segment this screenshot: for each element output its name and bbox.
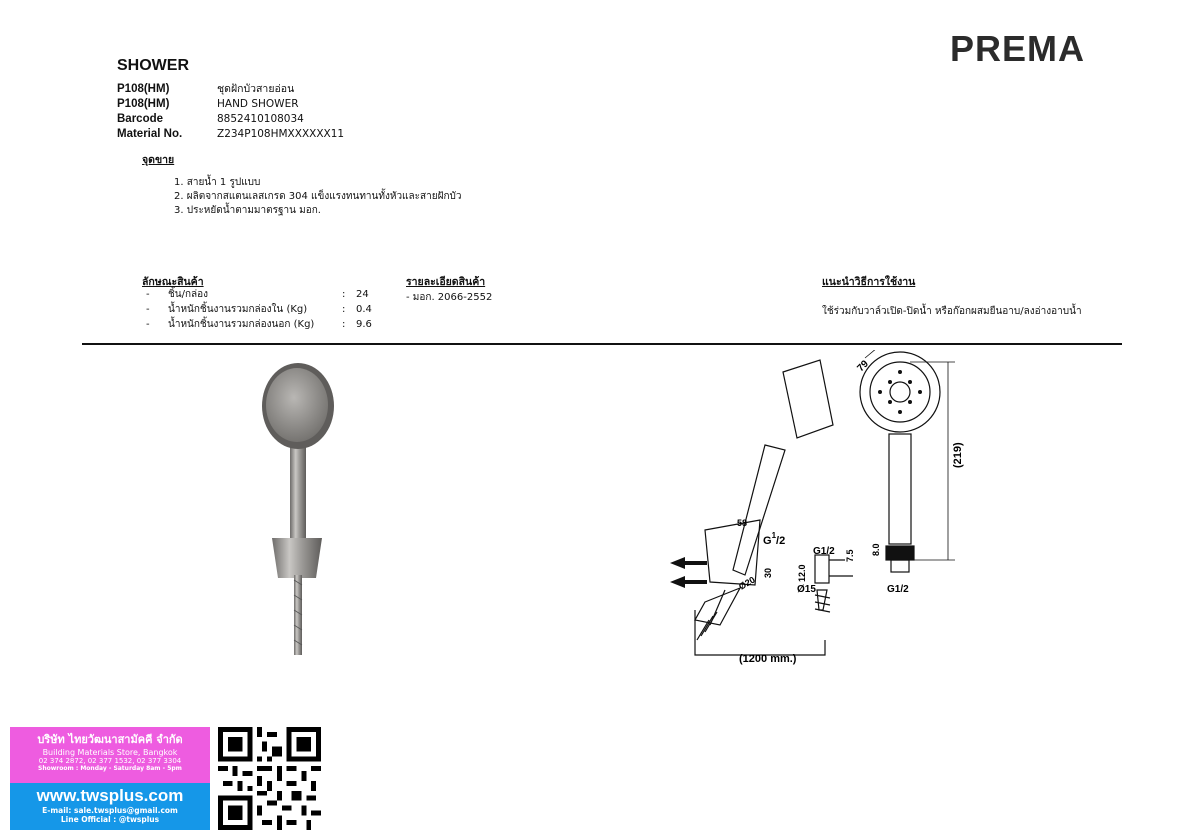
properties-list [146,287,372,332]
dim-connector-depth: 7.5 [845,549,855,562]
dim-bracket-width: 58 [737,518,748,528]
dim-hose-diameter: Ø15 [797,584,816,595]
property-row [146,317,372,332]
company-showroom: Showroom : Monday - Saturday 8am - 5pm [38,765,182,772]
company-name: บริษัท ไทยวัฒนาสามัคคี จำกัด [37,733,183,746]
drawing-connector [815,555,829,583]
property-value: 9.6 [356,319,372,330]
property-dash: - [146,289,150,300]
company-info [10,727,210,783]
features-heading: จุดขาย [142,154,175,166]
technical-drawing [665,350,965,670]
spec-value: 8852410108034 [217,113,304,125]
details-heading: รายละเอียดสินค้า [406,276,486,288]
dim-head-diameter: 79 [855,358,871,375]
dim-total-length: (219) [952,442,964,468]
dim-connector-thread: G1/2 [813,546,835,557]
wall-bracket [272,538,322,578]
brand-logo: PREMA [950,28,1086,69]
flow-arrow-icon [670,576,685,588]
spec-row [117,112,344,127]
spec-row [117,127,344,142]
property-value: 24 [356,289,369,300]
spec-row [117,97,344,112]
usage-text: ใช้ร่วมกับวาล์วเปิด-ปิดน้ำ หรือก๊อกผสมยืนอาบ/ลงอ่างอาบน้ำ [822,306,1082,317]
usage-section [822,273,1082,319]
spec-row [117,82,344,97]
flow-arrow-icon [670,557,685,569]
drawing-front-handle [889,434,911,544]
qr-code-icon[interactable] [218,727,321,830]
property-row [146,287,372,302]
spec-value: ชุดฝักบัวสายอ่อน [217,83,295,95]
spec-table [117,82,344,142]
spec-key: Material No. [117,128,183,140]
feature-item: 2. ผลิตจากสแตนเลสเกรด 304 แข็งแรงทนทานทั้งหัวและสายฝักบัว [174,191,462,202]
property-label: น้ำหนักชิ้นงานรวมกล่องใน (Kg) [168,304,308,315]
property-dash: - [146,319,150,330]
company-phones: 02 374 2872, 02 377 1532, 02 377 3304 [38,757,182,765]
dim-collar-height: 8.0 [871,543,881,556]
shower-hose [294,575,302,655]
spec-key: P108(HM) [117,98,170,110]
dim-thread-sub: /2 [776,535,786,547]
company-banner [10,727,210,830]
property-dash: - [146,304,150,315]
properties-heading: ลักษณะสินค้า [142,276,204,288]
spec-key: Barcode [117,113,164,125]
details-text: - มอก. 2066-2552 [406,292,493,303]
section-divider [82,343,1122,345]
drawing-front-head [860,352,940,432]
property-colon: : [342,319,346,330]
property-colon: : [342,304,346,315]
usage-heading: แนะนำวิธีการใช้งาน [822,276,916,288]
company-line[interactable]: Line Official : @twsplus [60,815,160,824]
dim-bracket-hole: Ø20 [737,574,757,592]
dim-thread-g: G [763,535,772,547]
dim-bracket-depth: 30 [763,567,773,578]
company-website[interactable]: www.twsplus.com [36,786,184,805]
dim-hose-length: (1200 mm.) [739,653,797,665]
details-section [406,273,492,305]
drawing-shower-head [783,360,833,438]
dim-thread-sup: 1 [771,531,777,540]
product-title: SHOWER [117,57,189,74]
drawing-shower-handle [733,445,785,575]
product-photo [250,360,350,660]
dim-connector-height: 12.0 [797,564,807,582]
property-value: 0.4 [356,304,372,315]
feature-item: 1. สายน้ำ 1 รูปแบบ [174,177,261,188]
features-list [174,176,461,218]
property-row [146,302,372,317]
property-colon: : [342,289,346,300]
property-label: ชิ้น/กล่อง [168,289,209,300]
company-contact [10,783,210,830]
spec-value: HAND SHOWER [217,98,299,110]
company-store: Building Materials Store, Bangkok [42,748,178,757]
dim-thread-inlet [763,531,785,547]
dim-front-thread: G1/2 [887,584,909,595]
shower-head-face [266,368,328,442]
company-email[interactable]: E-mail: sale.twsplus@gmail.com [42,806,178,815]
property-label: น้ำหนักชิ้นงานรวมกล่องนอก (Kg) [168,319,315,330]
feature-item: 3. ประหยัดน้ำตามมาตรฐาน มอก. [174,205,321,216]
spec-key: P108(HM) [117,83,170,95]
spec-value: Z234P108HMXXXXXX11 [217,128,345,140]
